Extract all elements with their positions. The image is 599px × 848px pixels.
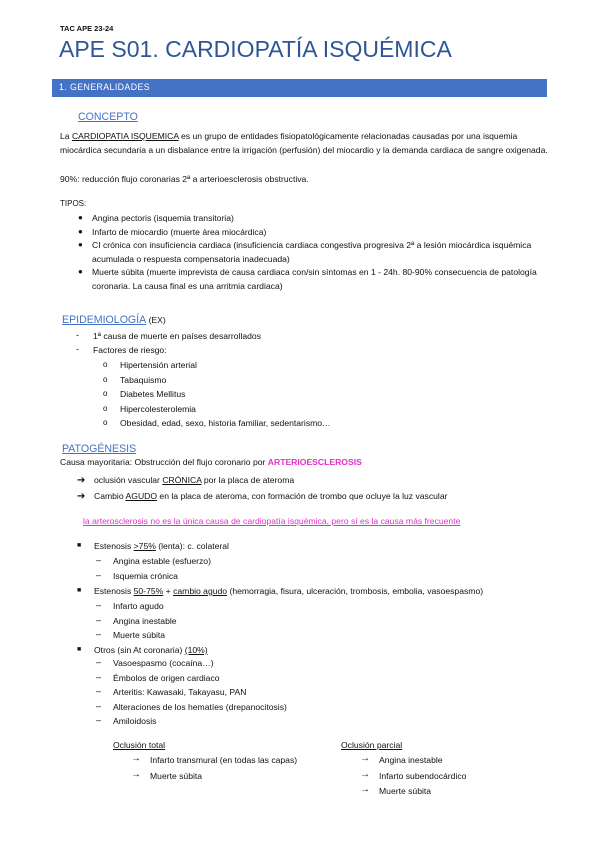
list-item-text: 1ª causa de muerte en países desarrollados [93, 331, 261, 341]
estenosis1-post: (lenta): c. colateral [155, 541, 229, 551]
tipos-item: ● Angina pectoris (isquemia transitoria) [78, 212, 548, 226]
arrow-icon: → [360, 753, 370, 764]
tipos-item-text: Muerte súbita (muerte imprevista de causa cardiaca con/sin síntomas en 1 - 24h. 80-90% consecuencia de patología coronaria. La causa final es una arritmia cardiaca) [92, 267, 537, 291]
estenosis-1 [94, 540, 229, 554]
doc-label: TAC APE 23-24 [60, 24, 114, 33]
list-item-text: Muerte súbita [113, 630, 166, 641]
tipos-item: ● Infarto de miocardio (muerte área miocárdica) [78, 226, 548, 240]
list-item-text: Amiloidosis [113, 716, 157, 727]
arrow-icon: → [360, 768, 370, 780]
list-item-text: Angina inestable [113, 615, 177, 626]
list-item-text: Infarto subendocárdico [379, 770, 467, 781]
list-item-text: Angina inestable [379, 755, 443, 765]
tipos-item-text: CI crónica con insuficiencia cardiaca (insuficiencia cardiaca congestiva progresiva 2ª a lesión miocárdica isquémica acumulada o respuesta compensatoria inadecuada) [92, 240, 532, 264]
causa-term: ARTERIOESCLEROSIS [267, 457, 362, 467]
arrow-icon: ➔ [77, 475, 86, 486]
list-item-text: Infarto transmural (en todas las capas) [150, 755, 298, 765]
list-item-text: Émbolos de origen cardiaco [113, 672, 220, 683]
estenosis1-pre: Estenosis [94, 541, 134, 551]
factor-item-text: Tabaquismo [120, 374, 167, 385]
arrow2-post: en la placa de ateroma, con formación de trombo que ocluye la luz vascular [157, 491, 448, 501]
estenosis-2 [94, 585, 483, 599]
list-item-text: Muerte súbita [150, 770, 203, 781]
estenosis1-term: >75% [133, 541, 156, 551]
arrow1-pre: oclusión vascular [94, 475, 163, 485]
list-item-text: Vasoespasmo (cocaína…) [113, 658, 214, 668]
section-bar [52, 79, 547, 97]
square-bullet-icon: ■ [77, 587, 82, 594]
list-item-text: Factores de riesgo: [93, 345, 167, 355]
arrow-icon: → [131, 768, 141, 780]
concepto-paragraph [60, 130, 548, 157]
factor-item-text: Hipertensión arterial [120, 360, 197, 370]
arrow-icon: → [131, 753, 141, 764]
arrow2-pre: Cambio [94, 491, 126, 501]
tipos-list [78, 212, 548, 294]
factor-item-text: Hipercolesterolemia [120, 403, 196, 414]
concepto-heading: CONCEPTO [78, 111, 138, 123]
epidemiologia-tag: (EX) [146, 315, 166, 325]
list-item-text: Angina estable (esfuerzo) [113, 556, 211, 566]
tipos-item-text: Angina pectoris (isquemia transitoria) [92, 213, 234, 223]
section-bar-label: 1. GENERALIDADES [59, 82, 150, 92]
otros-term: (10%) [184, 645, 208, 655]
estenosis2-plus: + [163, 586, 174, 596]
causa-pre: Causa mayoritaria: Obstrucción del flujo coronario por [60, 457, 268, 467]
estenosis2-post: (hemorragia, fisura, ulceración, trombosis, embolia, vasoespasmo) [227, 586, 484, 596]
highlight-note: la arterosclerosis no es la única causa de cardiopatía isquémica, pero sí es la causa más frecuente [83, 516, 461, 526]
factor-item-text: Obesidad, edad, sexo, historia familiar, sedentarismo… [120, 418, 331, 429]
otros-line [94, 644, 208, 658]
estenosis2-term1: 50-75% [133, 586, 164, 596]
arrow-icon: → [360, 784, 370, 795]
patogenesis-heading: PATOGÉNESIS [62, 443, 137, 455]
arrow1-term: CRÓNICA [162, 475, 202, 485]
square-bullet-icon: ■ [77, 646, 82, 653]
list-item-text: Muerte súbita [379, 786, 432, 796]
list-item-text: Arteritis: Kawasaki, Takayasu, PAN [113, 687, 247, 698]
list-item-text: Infarto agudo [113, 601, 164, 611]
oclusion-total-heading: Oclusión total [113, 740, 166, 750]
oclusion-parcial-heading: Oclusión parcial [341, 740, 403, 750]
list-item-text: Alteraciones de los hematíes (drepanocitosis) [113, 701, 287, 712]
arrow1-post: por la placa de ateroma [201, 475, 295, 485]
tipos-label: TIPOS: [60, 199, 87, 208]
concepto-term: CARDIOPATIA ISQUEMICA [71, 131, 179, 141]
epidemiologia-heading-row [62, 310, 166, 328]
estenosis2-term2: cambio agudo [173, 586, 228, 596]
page-title: APE S01. CARDIOPATÍA ISQUÉMICA [59, 36, 452, 62]
tipos-item: ● Muerte súbita (muerte imprevista de causa cardiaca con/sin síntomas en 1 - 24h. 80-90% consecuencia de patología coronaria. La causa final es una arritmia cardiaca) [78, 266, 548, 293]
concepto-p1-rest: es un grupo de entidades fisiopatológicamente relacionadas causadas por una isquemia miocárdica secundaria a un disbalance entre la irrigación (perfusión) del miocardio y la demanda cardiaca de sangre oxigenada. [60, 131, 548, 155]
factor-item-text: Diabetes Mellitus [120, 389, 186, 400]
tipos-item-text: Infarto de miocardio (muerte área miocárdica) [92, 226, 267, 237]
estenosis2-pre: Estenosis [94, 586, 134, 596]
arrow-line-cronica [94, 474, 294, 488]
otros-pre: Otros (sin At coronaria) [94, 645, 185, 655]
concepto-p1-pre: La [60, 131, 72, 141]
causa-line [60, 456, 362, 470]
arrow2-term: AGUDO [125, 491, 158, 501]
tipos-item: ● CI crónica con insuficiencia cardiaca (insuficiencia cardiaca congestiva progresiva 2ª a lesión miocárdica isquémica acumulada o respuesta compensatoria inadecuada) [78, 239, 548, 266]
arrow-icon: ➔ [77, 491, 86, 502]
list-item-text: Isquemia crónica [113, 570, 178, 581]
concepto-p2: 90%: reducción flujo coronarias 2ª a arterioesclerosis obstructiva. [60, 174, 309, 184]
arrow-line-agudo [94, 490, 448, 504]
square-bullet-icon: ■ [77, 542, 82, 549]
epidemiologia-heading: EPIDEMIOLOGÍA [62, 314, 147, 326]
